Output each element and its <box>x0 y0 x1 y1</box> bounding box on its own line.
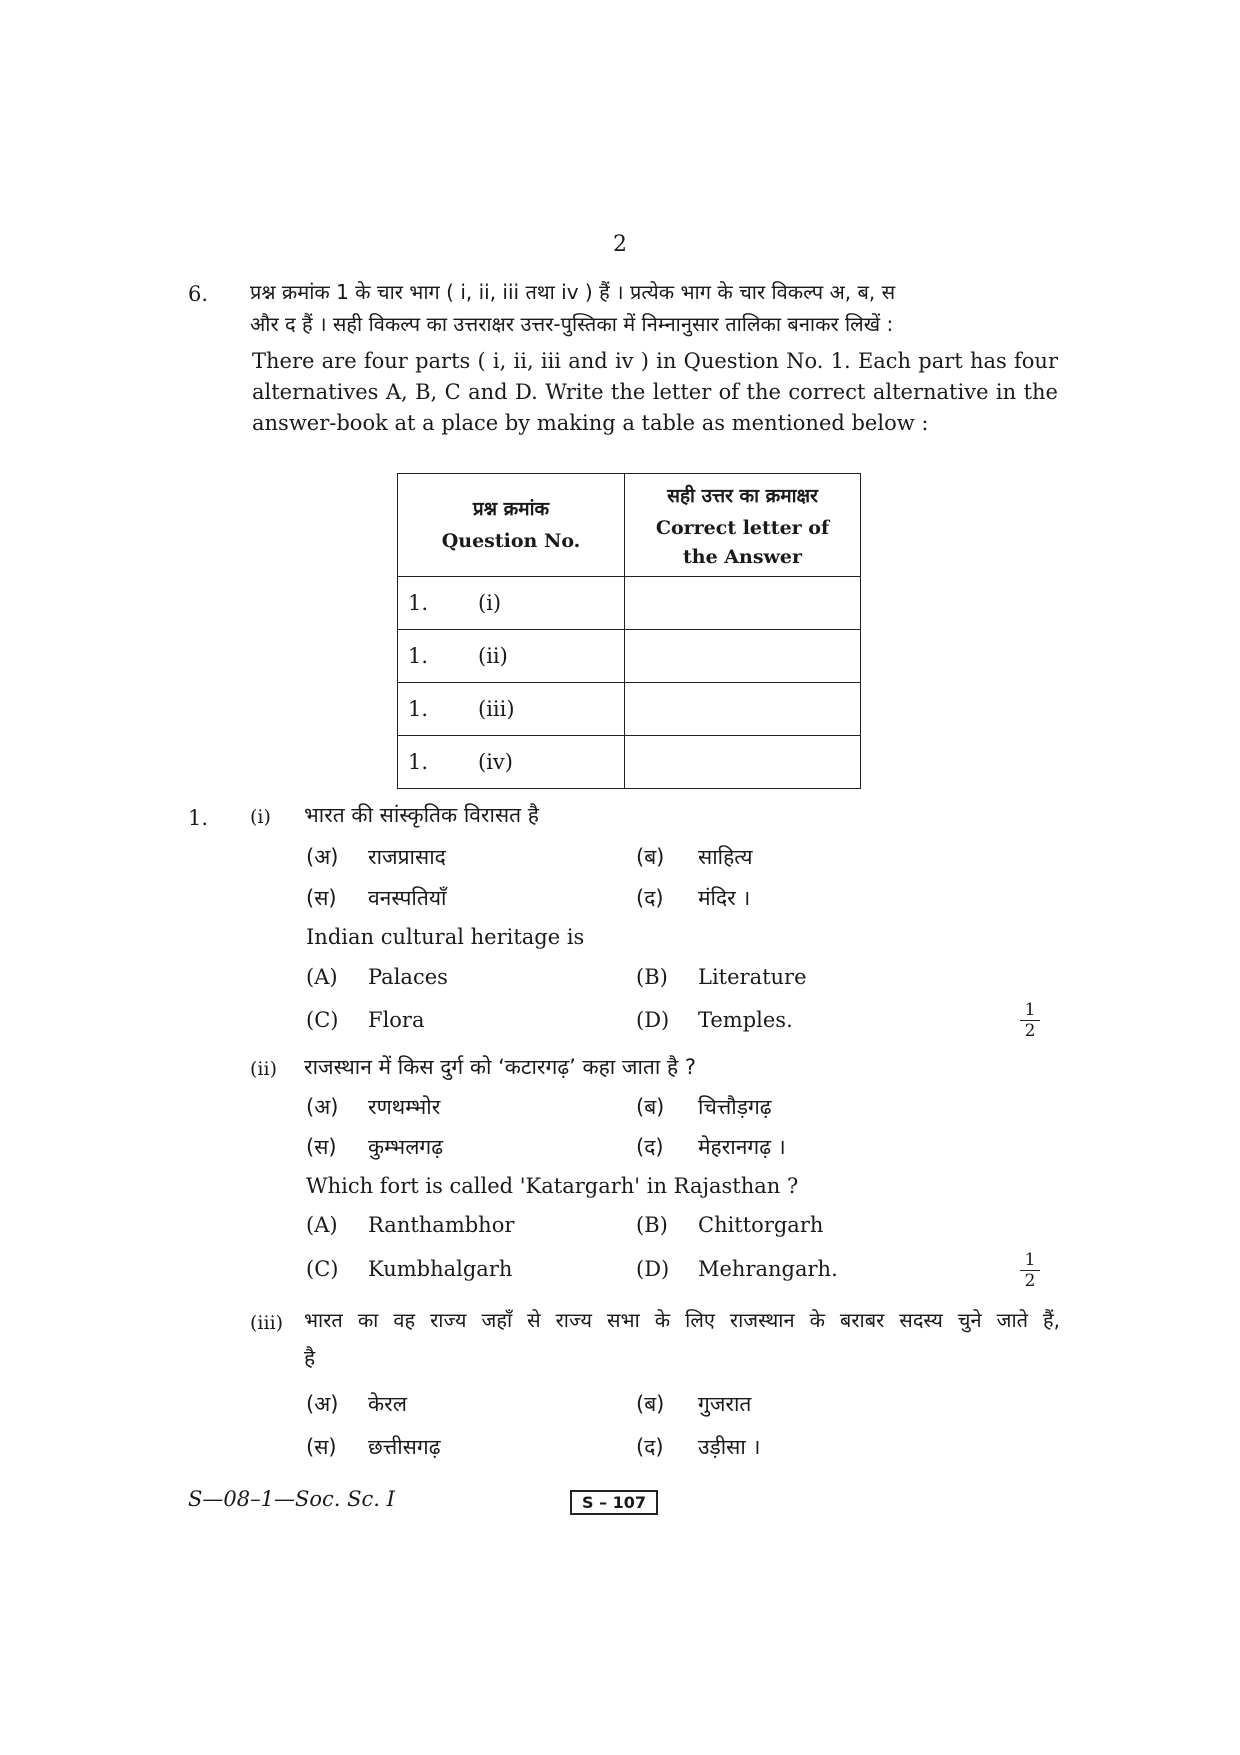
table-row <box>398 630 861 683</box>
part-iii-option-a-hindi <box>306 1390 407 1418</box>
row-num: 1. <box>408 644 429 668</box>
row-part: (i) <box>478 591 502 615</box>
instruction-hindi-line2: और द हैं । सही विकल्प का उत्तराक्षर उत्तर-पुस्तिका में निम्नानुसार तालिका बनाकर लिखें : <box>250 312 894 336</box>
option-text: रणथम्भोर <box>368 1095 441 1119</box>
table-cell-answer <box>625 736 861 789</box>
instruction-number: 6. <box>188 282 209 306</box>
row-num: 1. <box>408 591 429 615</box>
table-cell-question <box>398 683 625 736</box>
option-text: Palaces <box>368 965 448 989</box>
option-text: Ranthambhor <box>368 1213 515 1237</box>
option-label: (B) <box>636 965 668 989</box>
option-text: Temples. <box>698 1008 793 1032</box>
part-ii-option-b-hindi <box>636 1093 772 1121</box>
option-label: (ब) <box>636 845 665 869</box>
question-no-header <box>398 474 625 577</box>
row-num: 1. <box>408 750 429 774</box>
option-label: (अ) <box>306 845 339 869</box>
option-label: (B) <box>636 1213 668 1237</box>
correct-letter-header-english-2: the Answer <box>682 546 802 568</box>
option-label: (अ) <box>306 1392 339 1416</box>
option-text: राजप्रासाद <box>368 845 446 869</box>
paper-serial-box: S – 107 <box>570 1490 658 1515</box>
answer-table <box>397 473 861 789</box>
part-i-question-hindi: भारत की सांस्कृतिक विरासत है <box>304 803 539 827</box>
option-label: (अ) <box>306 1095 339 1119</box>
part-ii-option-a-hindi <box>306 1093 440 1121</box>
option-text: केरल <box>368 1392 407 1416</box>
part-iii-question-hindi-line2: है <box>304 1346 316 1370</box>
option-label: (ब) <box>636 1392 665 1416</box>
page-number: 2 <box>613 232 627 257</box>
table-cell-answer <box>625 577 861 630</box>
row-num: 1. <box>408 697 429 721</box>
option-text: वनस्पतियाँ <box>368 886 447 910</box>
row-part: (iv) <box>478 750 513 774</box>
option-label: (D) <box>636 1257 670 1281</box>
option-text: Chittorgarh <box>698 1213 824 1237</box>
marks-denominator: 2 <box>1024 1271 1036 1291</box>
option-text: कुम्भलगढ़ <box>368 1135 444 1159</box>
part-i-question-english: Indian cultural heritage is <box>306 925 585 949</box>
row-part: (ii) <box>478 644 508 668</box>
part-ii-option-c-hindi <box>306 1133 443 1161</box>
part-ii-marks <box>1020 1250 1040 1291</box>
table-cell-answer <box>625 683 861 736</box>
marks-denominator: 2 <box>1024 1021 1036 1041</box>
part-ii-label: (ii) <box>250 1058 277 1080</box>
instruction-hindi-line1: प्रश्न क्रमांक 1 के चार भाग ( i, ii, iii तथा iv ) हैं । प्रत्येक भाग के चार विकल्प अ, ब, स <box>250 280 896 304</box>
part-ii-question-english: Which fort is called 'Katargarh' in Rajasthan ? <box>306 1174 799 1198</box>
part-i-option-a-english <box>306 965 448 989</box>
table-row <box>398 736 861 789</box>
part-ii-question-hindi: राजस्थान में किस दुर्ग को ‘कटारगढ़’ कहा जाता है ? <box>304 1055 696 1079</box>
row-part: (iii) <box>478 697 515 721</box>
part-i-option-a-hindi <box>306 843 446 871</box>
question-number: 1. <box>188 806 209 830</box>
option-text: Literature <box>698 965 807 989</box>
table-cell-answer <box>625 630 861 683</box>
option-label: (D) <box>636 1008 670 1032</box>
correct-letter-header-english-1: Correct letter of <box>655 517 830 539</box>
option-text: मेहरानगढ़ । <box>698 1135 786 1159</box>
part-i-option-d-hindi <box>636 884 750 912</box>
option-label: (स) <box>306 886 337 910</box>
part-ii-option-d-english <box>636 1257 838 1281</box>
part-iii-label: (iii) <box>250 1312 284 1334</box>
option-label: (ब) <box>636 1095 665 1119</box>
option-label: (C) <box>306 1008 339 1032</box>
part-ii-option-c-english <box>306 1257 512 1281</box>
instruction-english: There are four parts ( i, ii, iii and iv ) in Question No. 1. Each part has four alternatives A, B, C and D. Write the letter of the correct alternative in the answer-book at a place by making a table as mentioned below : <box>252 349 1058 435</box>
option-text: गुजरात <box>698 1392 752 1416</box>
part-i-marks <box>1020 1000 1040 1041</box>
option-label: (स) <box>306 1435 337 1459</box>
option-label: (द) <box>636 1135 664 1159</box>
table-cell-question <box>398 577 625 630</box>
part-i-option-c-english <box>306 1008 425 1032</box>
table-cell-question <box>398 736 625 789</box>
part-iii-option-b-hindi <box>636 1390 751 1418</box>
part-i-option-c-hindi <box>306 884 446 912</box>
part-i-label: (i) <box>250 806 271 828</box>
answer-table-header <box>398 474 861 577</box>
part-iii-question-hindi-line1: भारत का वह राज्य जहाँ से राज्य सभा के लिए राजस्थान के बराबर सदस्य चुने जाते हैं, <box>304 1308 1060 1332</box>
option-text: चित्तौड़गढ़ <box>698 1095 772 1119</box>
instruction-hindi <box>250 276 1060 340</box>
option-text: छत्तीसगढ़ <box>368 1435 441 1459</box>
marks-numerator: 1 <box>1020 1250 1040 1271</box>
option-text: Mehrangarh. <box>698 1257 838 1281</box>
table-row <box>398 683 861 736</box>
option-label: (स) <box>306 1135 337 1159</box>
correct-letter-header-hindi: सही उत्तर का क्रमाक्षर <box>667 485 818 507</box>
option-label: (A) <box>306 1213 338 1237</box>
option-label: (द) <box>636 886 664 910</box>
option-label: (द) <box>636 1435 664 1459</box>
option-label: (C) <box>306 1257 339 1281</box>
option-text: उड़ीसा । <box>698 1435 761 1459</box>
part-i-option-b-english <box>636 965 807 989</box>
marks-numerator: 1 <box>1020 1000 1040 1021</box>
option-label: (A) <box>306 965 338 989</box>
option-text: मंदिर । <box>698 886 751 910</box>
option-text: साहित्य <box>698 845 753 869</box>
part-i-option-b-hindi <box>636 843 753 871</box>
table-cell-question <box>398 630 625 683</box>
paper-code: S—08–1—Soc. Sc. I <box>188 1487 395 1511</box>
part-ii-option-d-hindi <box>636 1133 786 1161</box>
part-i-option-d-english <box>636 1008 793 1032</box>
question-no-header-english: Question No. <box>441 530 581 552</box>
part-iii-option-c-hindi <box>306 1433 441 1461</box>
question-no-header-hindi: प्रश्न क्रमांक <box>472 498 550 520</box>
part-ii-option-b-english <box>636 1213 823 1237</box>
option-text: Flora <box>368 1008 425 1032</box>
option-text: Kumbhalgarh <box>368 1257 513 1281</box>
part-ii-option-a-english <box>306 1213 514 1237</box>
part-iii-option-d-hindi <box>636 1433 760 1461</box>
table-row <box>398 577 861 630</box>
correct-letter-header <box>625 474 861 577</box>
